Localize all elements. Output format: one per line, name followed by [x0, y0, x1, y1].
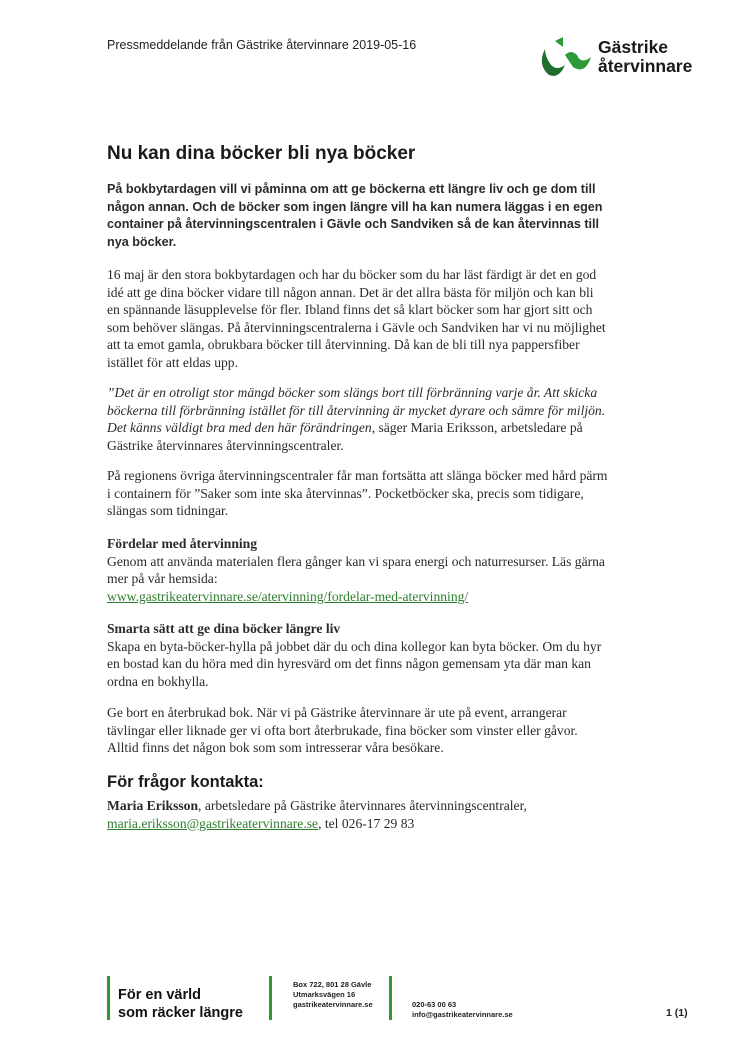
page-title: Nu kan dina böcker bli nya böcker [107, 143, 416, 164]
address-line1: Box 722, 801 28 Gävle [293, 980, 372, 989]
section-tips [107, 620, 609, 690]
lead-paragraph: På bokbytardagen vill vi påminna om att ge böckerna ett längre liv och ge dom till någon annan. Och de böcker som ingen längre vill ha kan numera läggas i en egen container på återvinningscentralen i Gävle och Sandviken så de kan återvinnas till nya böcker. [107, 182, 603, 249]
section-heading-benefits: Fördelar med återvinning [107, 536, 258, 551]
quote-text: ”Det är en otroligt stor mängd böcker som slängs bort till förbränning varje år. Att skicka böckerna till förbränning istället för till återvinning är mycket dyrare och sämre för miljön. Det känns väldigt bra med den här förändringen [107, 385, 606, 435]
section-benefits [107, 535, 609, 605]
page-number: 1 (1) [666, 1007, 688, 1019]
body-paragraph-4: Ge bort en återbrukad bok. När vi på Gästrike återvinnare är ute på event, arrangerar tävlingar eller liknade ger vi ofta bort återbrukade, fina böcker som vinster eller gåvor. Alltid finns det någon bok som som intresserar våra besökare. [107, 705, 578, 755]
footer-slogan [118, 986, 243, 1022]
section-text-tips: Skapa en byta-böcker-hylla på jobbet där du och dina kollegor kan byta böcker. Om du hyr en bostad kan du höra med din hyresvärd om det finns någon gemensam yta där man kan ordna en bokhylla. [107, 638, 602, 689]
logo-line2: återvinnare [598, 56, 693, 76]
footer-email: info@gastrikeatervinnare.se [412, 1010, 513, 1019]
section-text-benefits: Genom att använda materialen flera gånger kan vi spara energi och naturresurser. Läs gärna mer på vår hemsida: [107, 553, 605, 586]
footer-divider-3 [389, 976, 392, 1020]
contact-name: Maria Eriksson [107, 798, 199, 813]
contact-email-link[interactable]: maria.eriksson@gastrikeatervinnare.se [107, 815, 319, 831]
body-paragraph-3: På regionens övriga återvinningscentraler får man fortsätta att slänga böcker med hård pärm i containern för ”Saker som inte ska återvinnas”. Pocketböcker ska, precis som tidigare, slängas som tidningar. [107, 468, 608, 518]
slogan-line2: som räcker längre [118, 1005, 243, 1021]
footer-divider-1 [107, 976, 110, 1020]
section-heading-tips: Smarta sätt att ge dina böcker längre liv [107, 621, 341, 636]
logo-text [598, 38, 692, 76]
slogan-line1: För en värld [118, 987, 201, 1003]
contact-heading: För frågor kontakta: [107, 773, 264, 791]
benefits-link[interactable]: www.gastrikeatervinnare.se/atervinning/fordelar-med-atervinning/ [107, 588, 469, 604]
footer-phone: 020-63 00 63 [412, 1000, 457, 1009]
footer-contact [412, 1000, 513, 1020]
address-line2: Utmarksvägen 16 [293, 990, 356, 999]
contact-role: , arbetsledare på Gästrike återvinnares återvinningscentraler, [198, 798, 527, 813]
footer-address [293, 980, 373, 1010]
body-paragraph-2 [107, 384, 609, 454]
logo-line1: Gästrike [598, 37, 669, 57]
contact-block [107, 797, 609, 832]
address-line3: gastrikeatervinnare.se [293, 1000, 373, 1009]
footer-divider-2 [269, 976, 272, 1020]
quote-attribution: , säger Maria Eriksson, arbetsledare på Gästrike återvinnares återvinningscentraler. [107, 420, 583, 453]
header-line: Pressmeddelande från Gästrike återvinnare 2019-05-16 [107, 38, 417, 52]
body-paragraph-1: 16 maj är den stora bokbytardagen och har du böcker som du har läst färdigt är det en god idé att ge dina böcker vidare till någon annan. Det är det allra bästa för miljön och kan bli en spännande läsupplevelse för fler. Ibland finns det så klart böcker som har gjort sitt och som behöver slängas. På återvinningscentralerna i Gävle och Sandviken har vi nu möjlighet att ta emot gamla, obrukbara böcker till återvinning. Då kan de bli till nya pappersfiber istället för att eldas upp. [107, 267, 606, 370]
contact-phone: , tel 026-17 29 83 [318, 815, 415, 831]
